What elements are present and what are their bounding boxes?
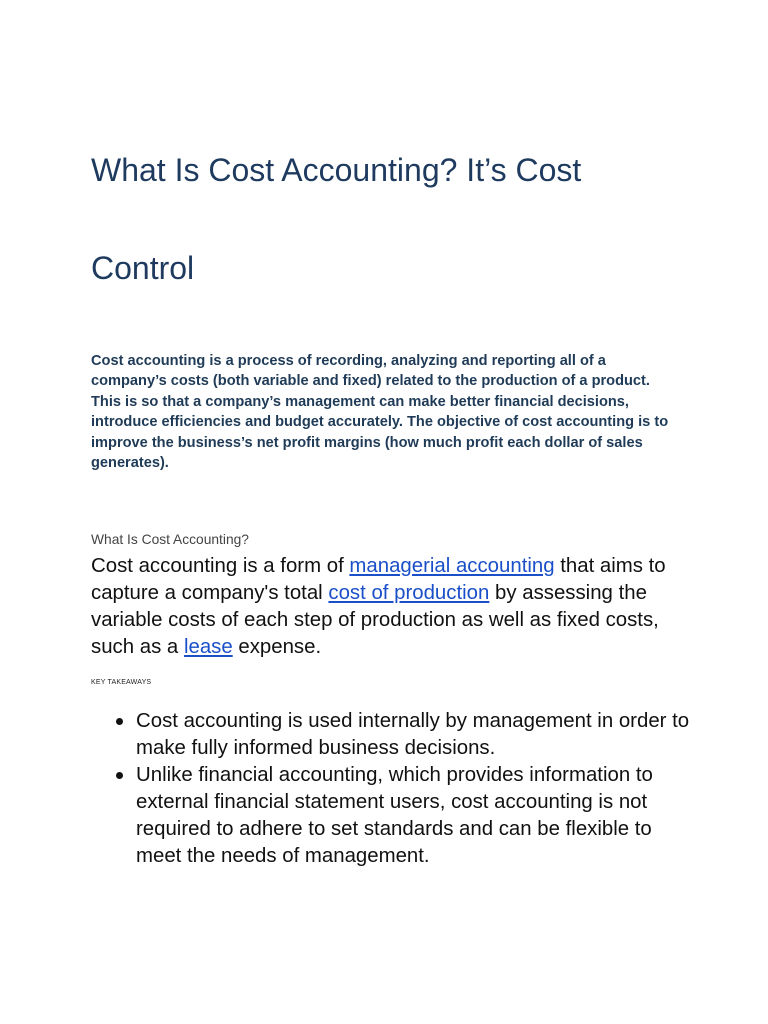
page-title-line-2: Control xyxy=(91,250,195,286)
takeaways-list xyxy=(91,708,691,870)
managerial-accounting-link[interactable]: managerial accounting xyxy=(349,555,555,577)
takeaway-text: Unlike financial accounting, which provides information to external financial statement users, cost accounting is not required to adhere to set standards and can be flexible to meet the needs of management. xyxy=(136,764,653,867)
body-text-part-3: by assessing the variable costs of each step of production as well as fixed costs, such as a xyxy=(91,582,659,658)
list-item xyxy=(91,762,691,870)
cost-of-production-link[interactable]: cost of production xyxy=(328,582,490,604)
lease-link[interactable]: lease xyxy=(183,636,233,658)
body-text-part-1: Cost accounting is a form of xyxy=(91,555,350,577)
list-item xyxy=(91,708,691,762)
takeaway-text: Cost accounting is used internally by management in order to make fully informed business decisions. xyxy=(136,710,690,759)
section-label: What Is Cost Accounting? xyxy=(91,532,249,547)
page-title-line-1: What Is Cost Accounting? It’s Cost xyxy=(91,152,582,188)
summary-paragraph: Cost accounting is a process of recording, analyzing and reporting all of a company’s costs (both variable and fixed) related to the production of a product. This is so that a company’s management can make better financial decisions, introduce efficiencies and budget accurately. The objective of cost accounting is to improve the business’s net profit margins (how much profit each dollar of sales generates). xyxy=(91,353,669,472)
key-takeaways-label: KEY TAKEAWAYS xyxy=(91,679,152,686)
body-paragraph xyxy=(91,553,691,661)
body-text-part-2: that aims to capture a company's total xyxy=(91,555,666,604)
body-text-part-4: expense. xyxy=(232,636,322,658)
bullet-icon xyxy=(116,772,123,779)
bullet-icon xyxy=(116,718,123,725)
